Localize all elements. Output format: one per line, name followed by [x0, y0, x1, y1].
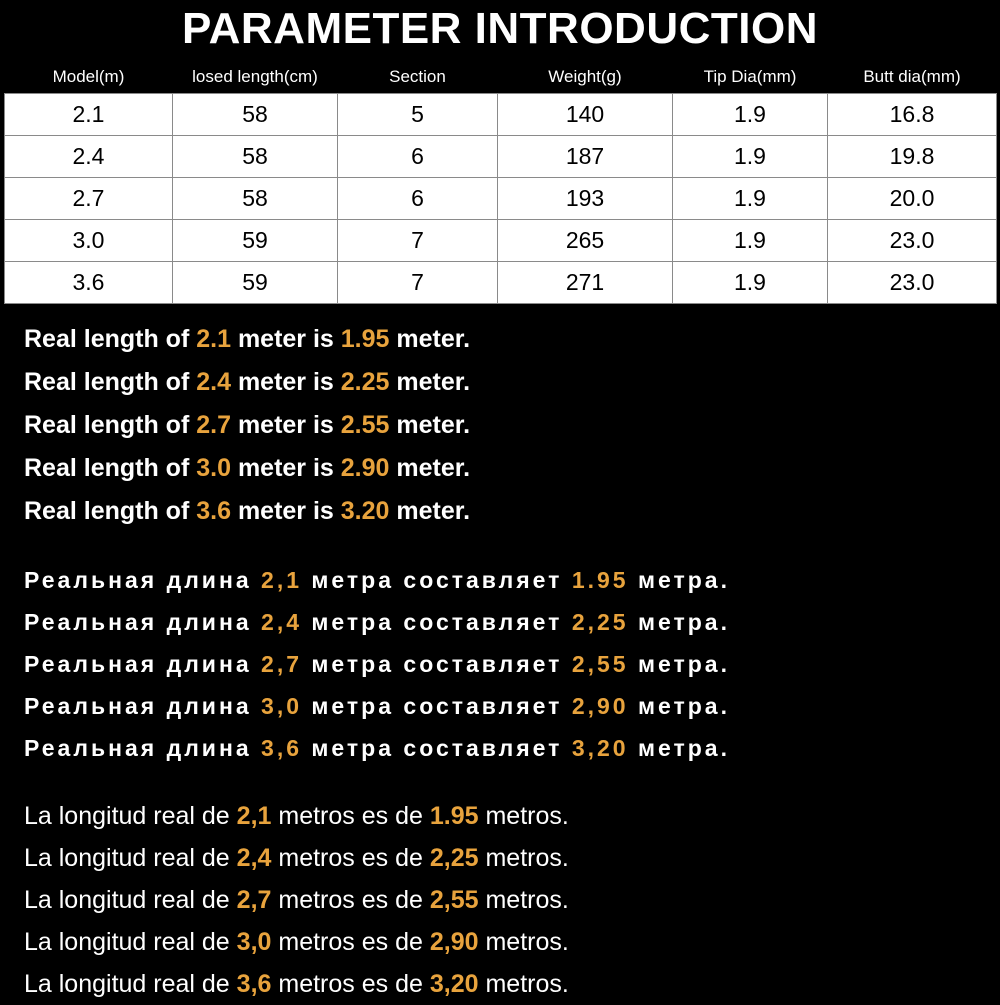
real-length-value: 1.95: [340, 325, 390, 354]
table-cell: 5: [338, 94, 498, 136]
length-statement-line: [24, 601, 1000, 643]
table-cell: 1.9: [673, 94, 828, 136]
line-middle: metros es de: [271, 928, 430, 957]
line-prefix: Реальная длина: [24, 735, 262, 762]
real-length-value: 2.55: [340, 411, 390, 440]
table-row: [5, 178, 997, 220]
line-suffix: метра.: [628, 693, 730, 720]
line-middle: meter is: [231, 454, 341, 483]
length-statement-line: [24, 879, 1000, 921]
russian-length-block: [0, 559, 1000, 769]
table-cell: 271: [498, 262, 673, 304]
real-length-value: 1.95: [429, 802, 479, 831]
table-column-header: Section: [338, 61, 498, 94]
line-prefix: Реальная длина: [24, 693, 262, 720]
line-prefix: Real length of: [24, 368, 197, 397]
line-middle: metros es de: [271, 844, 430, 873]
table-cell: 140: [498, 94, 673, 136]
table-cell: 7: [338, 262, 498, 304]
table-cell: 3.6: [5, 262, 173, 304]
line-suffix: meter.: [389, 325, 471, 354]
real-length-value: 2,25: [571, 609, 629, 636]
line-middle: metros es de: [271, 802, 430, 831]
length-statement-line: [24, 643, 1000, 685]
length-statement-line: [24, 921, 1000, 963]
real-length-value: 2.25: [340, 368, 390, 397]
model-value: 3,0: [261, 693, 303, 720]
line-suffix: metros.: [478, 802, 569, 831]
table-cell: 187: [498, 136, 673, 178]
table-row: [5, 136, 997, 178]
line-prefix: Реальная длина: [24, 609, 262, 636]
length-statement-line: [24, 795, 1000, 837]
real-length-value: 3,20: [429, 970, 479, 999]
line-suffix: meter.: [389, 454, 471, 483]
table-cell: 23.0: [828, 220, 997, 262]
line-middle: метра составляет: [302, 651, 572, 678]
length-statement-line: [24, 404, 1000, 447]
line-prefix: Реальная длина: [24, 567, 262, 594]
real-length-value: 3.20: [340, 497, 390, 526]
line-suffix: метра.: [628, 651, 730, 678]
line-prefix: La longitud real de: [24, 886, 237, 915]
line-middle: meter is: [231, 368, 341, 397]
table-cell: 265: [498, 220, 673, 262]
line-suffix: meter.: [389, 411, 471, 440]
line-suffix: метра.: [628, 609, 730, 636]
model-value: 2,7: [261, 651, 303, 678]
model-value: 2,4: [236, 844, 272, 873]
table-cell: 19.8: [828, 136, 997, 178]
table-column-header: Weight(g): [498, 61, 673, 94]
line-prefix: Real length of: [24, 454, 197, 483]
line-prefix: Real length of: [24, 411, 197, 440]
line-suffix: meter.: [389, 497, 471, 526]
line-middle: метра составляет: [302, 567, 572, 594]
line-prefix: Реальная длина: [24, 651, 262, 678]
table-cell: 7: [338, 220, 498, 262]
length-statement-line: [24, 685, 1000, 727]
length-statement-line: [24, 318, 1000, 361]
english-length-block: [0, 318, 1000, 533]
table-cell: 59: [173, 220, 338, 262]
table-column-header: Model(m): [5, 61, 173, 94]
length-statement-line: [24, 837, 1000, 879]
table-body: [5, 94, 997, 304]
real-length-value: 2,55: [429, 886, 479, 915]
line-prefix: Real length of: [24, 325, 197, 354]
line-suffix: metros.: [478, 928, 569, 957]
length-statement-line: [24, 447, 1000, 490]
real-length-value: 2.90: [340, 454, 390, 483]
table-cell: 6: [338, 136, 498, 178]
table-cell: 2.7: [5, 178, 173, 220]
line-middle: meter is: [231, 411, 341, 440]
table-cell: 1.9: [673, 178, 828, 220]
model-value: 2,1: [261, 567, 303, 594]
table-header-row: [5, 61, 997, 94]
model-value: 2.4: [196, 368, 231, 397]
model-value: 2.7: [196, 411, 231, 440]
model-value: 3.6: [196, 497, 231, 526]
table-cell: 1.9: [673, 136, 828, 178]
real-length-value: 2,90: [429, 928, 479, 957]
table-row: [5, 94, 997, 136]
line-middle: meter is: [231, 497, 341, 526]
line-middle: metros es de: [271, 886, 430, 915]
line-suffix: метра.: [628, 735, 730, 762]
table-cell: 1.9: [673, 262, 828, 304]
table-cell: 58: [173, 94, 338, 136]
line-middle: meter is: [231, 325, 341, 354]
line-prefix: La longitud real de: [24, 970, 237, 999]
line-prefix: La longitud real de: [24, 928, 237, 957]
table-column-header: losed length(cm): [173, 61, 338, 94]
line-suffix: metros.: [478, 970, 569, 999]
real-length-value: 1.95: [571, 567, 629, 594]
table-cell: 193: [498, 178, 673, 220]
real-length-value: 2,55: [571, 651, 629, 678]
table-column-header: Tip Dia(mm): [673, 61, 828, 94]
length-statement-line: [24, 361, 1000, 404]
line-middle: метра составляет: [302, 735, 572, 762]
table-cell: 23.0: [828, 262, 997, 304]
model-value: 2,7: [236, 886, 272, 915]
line-prefix: La longitud real de: [24, 802, 237, 831]
line-suffix: meter.: [389, 368, 471, 397]
line-suffix: metros.: [478, 844, 569, 873]
line-suffix: метра.: [628, 567, 730, 594]
table-header: [5, 61, 997, 94]
table-row: [5, 262, 997, 304]
page-title: PARAMETER INTRODUCTION: [182, 4, 818, 53]
line-suffix: metros.: [478, 886, 569, 915]
line-middle: метра составляет: [302, 693, 572, 720]
table-cell: 20.0: [828, 178, 997, 220]
line-prefix: Real length of: [24, 497, 197, 526]
real-length-value: 2,90: [571, 693, 629, 720]
length-statement-line: [24, 727, 1000, 769]
table-cell: 2.1: [5, 94, 173, 136]
parameter-table: [4, 60, 997, 304]
table-cell: 6: [338, 178, 498, 220]
parameter-table-wrap: [0, 60, 1000, 304]
table-cell: 58: [173, 178, 338, 220]
table-cell: 16.8: [828, 94, 997, 136]
length-statement-line: [24, 490, 1000, 533]
spanish-length-block: [0, 795, 1000, 1005]
line-middle: metros es de: [271, 970, 430, 999]
table-row: [5, 220, 997, 262]
table-column-header: Butt dia(mm): [828, 61, 997, 94]
model-value: 2,1: [236, 802, 272, 831]
model-value: 3.0: [196, 454, 231, 483]
line-middle: метра составляет: [302, 609, 572, 636]
length-statement-line: [24, 963, 1000, 1005]
line-prefix: La longitud real de: [24, 844, 237, 873]
table-cell: 2.4: [5, 136, 173, 178]
length-statement-line: [24, 559, 1000, 601]
table-cell: 59: [173, 262, 338, 304]
real-length-value: 3,20: [571, 735, 629, 762]
model-value: 3,0: [236, 928, 272, 957]
model-value: 2,4: [261, 609, 303, 636]
table-cell: 1.9: [673, 220, 828, 262]
table-cell: 58: [173, 136, 338, 178]
table-cell: 3.0: [5, 220, 173, 262]
model-value: 3,6: [261, 735, 303, 762]
real-length-value: 2,25: [429, 844, 479, 873]
model-value: 2.1: [196, 325, 231, 354]
model-value: 3,6: [236, 970, 272, 999]
